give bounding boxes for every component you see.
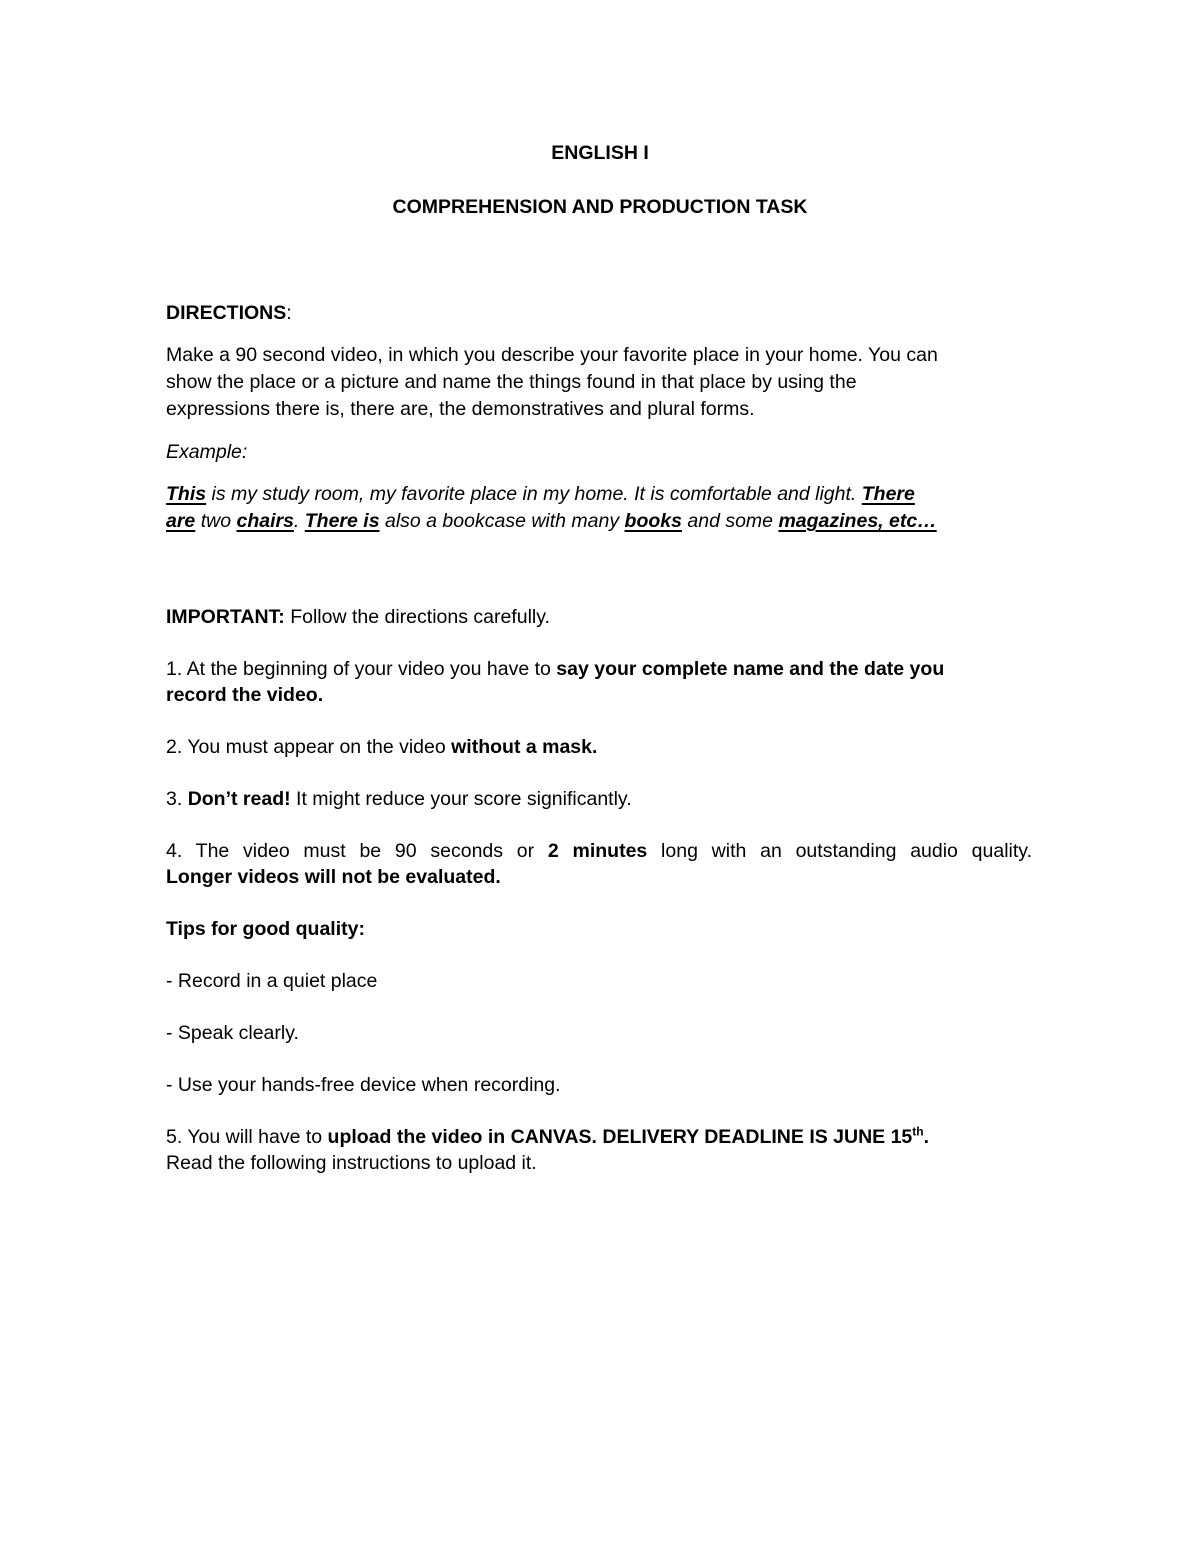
example-word-this: This bbox=[166, 483, 207, 505]
example-label: Example: bbox=[166, 441, 248, 463]
directions-colon: : bbox=[286, 302, 292, 324]
item-1-line-1 bbox=[166, 660, 944, 680]
item-3-line bbox=[166, 790, 632, 810]
example-line-2 bbox=[166, 512, 937, 532]
item-4-bold: 2 minutes bbox=[547, 840, 648, 862]
example-word-there: There bbox=[861, 483, 915, 505]
item-3-text: It might reduce your score significantly. bbox=[290, 788, 632, 810]
item-4-line-1 bbox=[166, 842, 1032, 862]
item-1-line-2: record the video. bbox=[166, 684, 324, 706]
directions-line-3: expressions there is, there are, the demonstratives and plural forms. bbox=[166, 398, 755, 420]
item-5-line-2: Read the following instructions to upload it. bbox=[166, 1152, 537, 1174]
item-1-bold: say your complete name and the date you bbox=[556, 658, 945, 680]
item-1-text: 1. At the beginning of your video you have to bbox=[166, 658, 557, 680]
item-4-text-post: long with an outstanding audio quality. bbox=[647, 840, 1033, 862]
example-text: two bbox=[195, 510, 237, 532]
item-2-text: 2. You must appear on the video bbox=[166, 736, 452, 758]
item-5-superscript: th bbox=[912, 1124, 924, 1139]
tip-3: - Use your hands-free device when recording. bbox=[166, 1074, 561, 1096]
document-subtitle: COMPREHENSION AND PRODUCTION TASK bbox=[392, 196, 808, 218]
tips-heading: Tips for good quality: bbox=[166, 918, 365, 940]
example-word-are: are bbox=[166, 510, 196, 532]
example-text: is my study room, my favorite place in my home. It is comfortable and light. bbox=[206, 483, 862, 505]
document-title: ENGLISH I bbox=[551, 142, 649, 164]
item-5-bold: upload the video in CANVAS. DELIVERY DEADLINE IS JUNE 15 bbox=[327, 1126, 913, 1148]
example-word-books: books bbox=[624, 510, 682, 532]
directions-line-1: Make a 90 second video, in which you describe your favorite place in your home. You can bbox=[166, 344, 938, 366]
item-5-period: . bbox=[923, 1126, 930, 1148]
example-text: also a bookcase with many bbox=[379, 510, 625, 532]
item-3-bold: Don’t read! bbox=[187, 788, 291, 810]
example-word-chairs: chairs bbox=[236, 510, 294, 532]
tip-1: - Record in a quiet place bbox=[166, 970, 378, 992]
item-5-line-1 bbox=[166, 1124, 930, 1148]
example-word-magazines: magazines, etc… bbox=[778, 510, 937, 532]
example-line-1 bbox=[166, 485, 915, 505]
item-4-line-2: Longer videos will not be evaluated. bbox=[166, 866, 501, 888]
directions-heading bbox=[166, 304, 292, 324]
example-text: and some bbox=[681, 510, 779, 532]
important-line bbox=[166, 608, 550, 628]
important-label: IMPORTANT: bbox=[166, 606, 285, 628]
directions-label: DIRECTIONS bbox=[166, 302, 287, 324]
example-word-there-is: There is bbox=[304, 510, 380, 532]
directions-line-2: show the place or a picture and name the things found in that place by using the bbox=[166, 371, 857, 393]
item-2-line bbox=[166, 738, 597, 758]
tip-2: - Speak clearly. bbox=[166, 1022, 299, 1044]
item-4-text: 4. The video must be 90 seconds or bbox=[166, 840, 548, 862]
item-2-bold: without a mask. bbox=[451, 736, 598, 758]
item-5-text: 5. You will have to bbox=[166, 1126, 328, 1148]
example-text: . bbox=[293, 510, 305, 532]
important-text: Follow the directions carefully. bbox=[284, 606, 550, 628]
item-3-number: 3. bbox=[166, 788, 188, 810]
